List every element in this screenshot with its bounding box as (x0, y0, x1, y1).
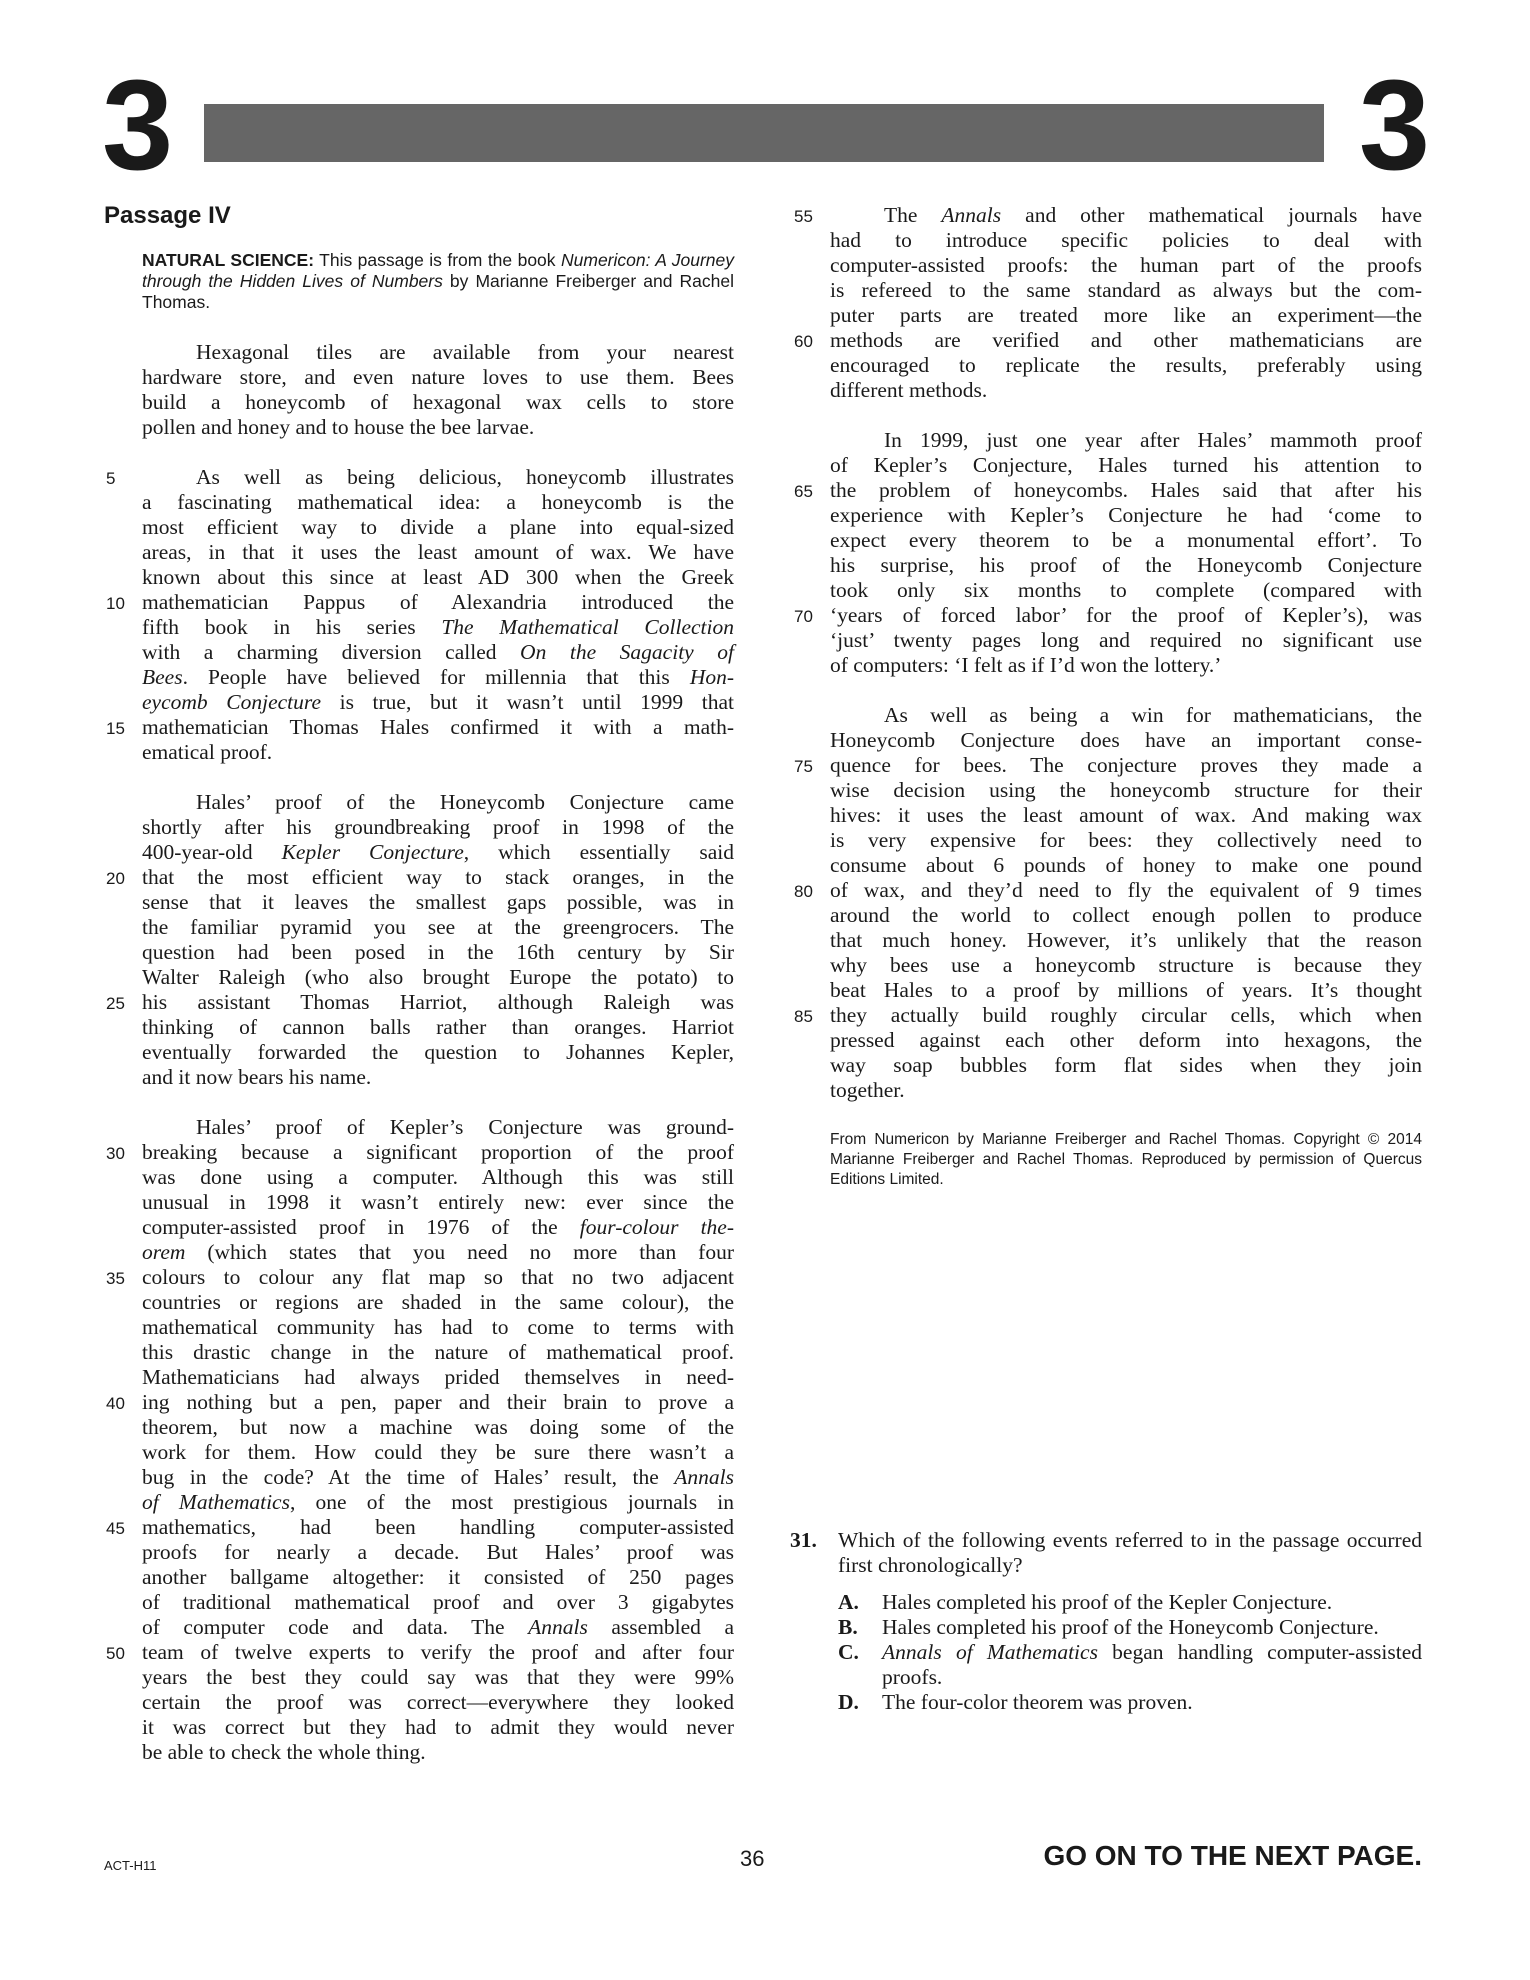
passage-line (142, 815, 734, 840)
passage-line (142, 890, 734, 915)
passage-line (142, 1690, 734, 1715)
passage-line (142, 1215, 734, 1240)
passage-line (794, 878, 1422, 903)
page-number: 36 (740, 1846, 765, 1871)
passage-line (142, 1015, 734, 1040)
line-text: beat Hales to a proof by millions of years. It’s thought (830, 978, 1422, 1002)
line-text: the problem of honeycombs. Hales said that after his (830, 478, 1422, 502)
passage-line (142, 565, 734, 590)
option-letter: B. (838, 1615, 858, 1639)
line-number: 80 (794, 882, 813, 901)
passage-paragraph (142, 340, 734, 440)
line-number: 65 (794, 482, 813, 501)
line-text: pollen and honey and to house the bee larvae. (142, 415, 535, 439)
passage-line (142, 1415, 734, 1440)
line-text: mathematician Thomas Hales confirmed it with a math- (142, 715, 734, 739)
passage-line (794, 1003, 1422, 1028)
passage-right-column (794, 203, 1422, 1128)
passage-line (830, 353, 1422, 378)
passage-line (106, 990, 734, 1015)
line-text: mathematician Pappus of Alexandria introduced the (142, 590, 734, 614)
line-text: Honeycomb Conjecture does have an important conse- (830, 728, 1422, 752)
line-text: pressed against each other deform into hexagons, the (830, 1028, 1422, 1052)
passage-line (794, 328, 1422, 353)
option-text: Annals of Mathematics began handling computer-assisted proofs. (882, 1640, 1422, 1689)
line-text: a fascinating mathematical idea: a honeycomb is the (142, 490, 734, 514)
passage-line (142, 915, 734, 940)
line-text: In 1999, just one year after Hales’ mammoth proof (884, 428, 1422, 452)
passage-line (142, 1240, 734, 1265)
line-text: computer-assisted proof in 1976 of the four-colour the- (142, 1215, 734, 1239)
line-text: experience with Kepler’s Conjecture he had ‘come to (830, 503, 1422, 527)
line-text: bug in the code? At the time of Hales’ result, the Annals (142, 1465, 734, 1489)
intro-text: This passage is from the book Numericon: A Journey through the Hidden Lives of Numbers by Marianne Freiberger and Rachel Thomas. (142, 250, 735, 312)
passage-line (142, 365, 734, 390)
option-letter: C. (838, 1640, 859, 1664)
line-text: this drastic change in the nature of mathematical proof. (142, 1340, 734, 1364)
passage-line (830, 953, 1422, 978)
line-text: that much honey. However, it’s unlikely that the reason (830, 928, 1422, 952)
line-text: hives: it uses the least amount of wax. And making wax (830, 803, 1422, 827)
line-number: 5 (106, 469, 116, 488)
passage-line (830, 1078, 1422, 1103)
passage-line (830, 903, 1422, 928)
line-text: around the world to collect enough pollen to produce (830, 903, 1422, 927)
line-number: 35 (106, 1269, 125, 1288)
line-text: took only six months to complete (compared with (830, 578, 1422, 602)
passage-line (142, 840, 734, 865)
line-number: 40 (106, 1394, 125, 1413)
line-text: way soap bubbles form flat sides when they join (830, 1053, 1422, 1077)
passage-line (794, 753, 1422, 778)
passage-line (142, 1190, 734, 1215)
intro-label: NATURAL SCIENCE: (142, 250, 315, 270)
passage-line (830, 853, 1422, 878)
passage-line (830, 303, 1422, 328)
line-text: theorem, but now a machine was doing some of the (142, 1415, 734, 1439)
line-text: certain the proof was correct—everywhere they looked (142, 1690, 734, 1714)
passage-line (142, 1315, 734, 1340)
passage-line (830, 803, 1422, 828)
passage-line (830, 378, 1422, 403)
line-text: the familiar pyramid you see at the greengrocers. The (142, 915, 734, 939)
form-code: ACT-H11 (104, 1858, 157, 1873)
line-text: of traditional mathematical proof and over 3 gigabytes (142, 1590, 734, 1614)
passage-line (830, 503, 1422, 528)
passage-paragraph (106, 790, 734, 1090)
line-text: Hales’ proof of the Honeycomb Conjecture came (196, 790, 734, 814)
passage-line (142, 1365, 734, 1390)
passage-line (830, 578, 1422, 603)
line-text: had to introduce specific policies to deal with (830, 228, 1422, 252)
passage-line (142, 1165, 734, 1190)
passage-paragraph (794, 203, 1422, 403)
line-text: years the best they could say was that they were 99% (142, 1665, 734, 1689)
line-text: ‘just’ twenty pages long and required no significant use (830, 628, 1422, 652)
line-text: Walter Raleigh (who also brought Europe the potato) to (142, 965, 734, 989)
line-text: consume about 6 pounds of honey to make one pound (830, 853, 1422, 877)
passage-line (106, 465, 734, 490)
passage-line (142, 1715, 734, 1740)
passage-line (142, 1665, 734, 1690)
line-text: team of twelve experts to verify the proof and after four (142, 1640, 734, 1664)
line-text: was done using a computer. Although this was still (142, 1165, 734, 1189)
next-page-notice: GO ON TO THE NEXT PAGE. (1043, 1840, 1422, 1871)
passage-line (830, 1053, 1422, 1078)
option-text: Hales completed his proof of the Honeycomb Conjecture. (882, 1615, 1379, 1639)
option-text: Hales completed his proof of the Kepler Conjecture. (882, 1590, 1333, 1614)
line-text: mathematics, had been handling computer-assisted (142, 1515, 734, 1539)
line-text: his assistant Thomas Harriot, although Raleigh was (142, 990, 734, 1014)
line-text: puter parts are treated more like an experiment—the (830, 303, 1422, 327)
line-text: hardware store, and even nature loves to use them. Bees (142, 365, 734, 389)
passage-line (830, 703, 1422, 728)
passage-line (142, 1440, 734, 1465)
passage-line (106, 1140, 734, 1165)
question-number: 31. (790, 1528, 817, 1552)
section-number-right: 3 (1358, 54, 1430, 197)
passage-line (142, 665, 734, 690)
line-text: sense that it leaves the smallest gaps possible, was in (142, 890, 734, 914)
passage-line (142, 740, 734, 765)
line-text: that the most efficient way to stack oranges, in the (142, 865, 734, 889)
line-text: eycomb Conjecture is true, but it wasn’t until 1999 that (142, 690, 734, 714)
line-text: methods are verified and other mathematicians are (830, 328, 1422, 352)
line-number: 55 (794, 207, 813, 226)
line-text: ‘years of forced labor’ for the proof of Kepler’s), was (830, 603, 1422, 627)
section-header-bar (204, 104, 1324, 162)
passage-line (142, 965, 734, 990)
line-text: is refereed to the same standard as always but the com- (830, 278, 1422, 302)
passage-line (142, 1115, 734, 1140)
line-text: 400-year-old Kepler Conjecture, which essentially said (142, 840, 734, 864)
passage-line (794, 603, 1422, 628)
passage-line (142, 940, 734, 965)
line-text: Hexagonal tiles are available from your nearest (196, 340, 734, 364)
passage-line (830, 428, 1422, 453)
passage-line (830, 528, 1422, 553)
passage-line (142, 1040, 734, 1065)
answer-option[interactable] (838, 1590, 1422, 1615)
passage-line (830, 778, 1422, 803)
passage-line (142, 615, 734, 640)
passage-line (830, 253, 1422, 278)
passage-line (830, 978, 1422, 1003)
line-text: question had been posed in the 16th century by Sir (142, 940, 734, 964)
passage-line (830, 1028, 1422, 1053)
passage-line (830, 928, 1422, 953)
question-text: Which of the following events referred to in the passage occurred first chronologically? (838, 1528, 1422, 1577)
line-text: they actually build roughly circular cells, which when (830, 1003, 1422, 1027)
passage-line (106, 590, 734, 615)
passage-line (142, 1565, 734, 1590)
line-text: of Kepler’s Conjecture, Hales turned his attention to (830, 453, 1422, 477)
line-text: most efficient way to divide a plane into equal-sized (142, 515, 734, 539)
passage-line (142, 1465, 734, 1490)
answer-option[interactable] (838, 1690, 1422, 1715)
line-number: 85 (794, 1007, 813, 1026)
passage-paragraph (106, 1115, 734, 1765)
line-text: Hales’ proof of Kepler’s Conjecture was ground- (196, 1115, 734, 1139)
passage-line (142, 1490, 734, 1515)
passage-paragraph (794, 428, 1422, 678)
answer-options (790, 1590, 1422, 1715)
line-text: ematical proof. (142, 740, 273, 764)
line-text: As well as being a win for mathematicians, the (884, 703, 1422, 727)
line-text: fifth book in his series The Mathematical Collection (142, 615, 734, 639)
passage-line (142, 490, 734, 515)
line-text: build a honeycomb of hexagonal wax cells to store (142, 390, 734, 414)
line-text: quence for bees. The conjecture proves they made a (830, 753, 1422, 777)
line-number: 25 (106, 994, 125, 1013)
passage-line (830, 453, 1422, 478)
passage-line (142, 1590, 734, 1615)
line-text: why bees use a honeycomb structure is because they (830, 953, 1422, 977)
line-text: wise decision using the honeycomb structure for their (830, 778, 1422, 802)
line-number: 50 (106, 1644, 125, 1663)
passage-line (142, 515, 734, 540)
passage-paragraph (794, 703, 1422, 1103)
passage-line (106, 1390, 734, 1415)
passage-line (142, 790, 734, 815)
line-text: different methods. (830, 378, 988, 402)
passage-line (794, 478, 1422, 503)
line-text: be able to check the whole thing. (142, 1740, 426, 1764)
option-text: The four-color theorem was proven. (882, 1690, 1193, 1714)
line-number: 15 (106, 719, 125, 738)
line-text: eventually forwarded the question to Johannes Kepler, (142, 1040, 734, 1064)
line-text: ing nothing but a pen, paper and their brain to prove a (142, 1390, 734, 1414)
answer-option[interactable] (838, 1640, 1422, 1690)
passage-line (830, 278, 1422, 303)
answer-option[interactable] (838, 1615, 1422, 1640)
line-text: Bees. People have believed for millennia that this Hon- (142, 665, 734, 689)
passage-line (142, 415, 734, 440)
section-number-left: 3 (102, 54, 174, 197)
line-number: 70 (794, 607, 813, 626)
passage-line (106, 1265, 734, 1290)
passage-line (106, 865, 734, 890)
line-number: 30 (106, 1144, 125, 1163)
passage-line (142, 690, 734, 715)
question-stem (790, 1528, 1422, 1578)
option-letter: D. (838, 1690, 859, 1714)
line-text: and it now bears his name. (142, 1065, 372, 1089)
passage-line (142, 640, 734, 665)
passage-line (830, 828, 1422, 853)
line-text: countries or regions are shaded in the same colour), the (142, 1290, 734, 1314)
passage-line (142, 1065, 734, 1090)
line-text: shortly after his groundbreaking proof in 1998 of the (142, 815, 734, 839)
line-text: is very expensive for bees: they collectively need to (830, 828, 1422, 852)
passage-heading: Passage IV (104, 202, 231, 229)
intro-book-title: Numericon: A Journey through the Hidden Lives of Numbers (142, 250, 735, 291)
source-citation: From Numericon by Marianne Freiberger and Rachel Thomas. Copyright © 2014 Marianne Freiberger and Rachel Thomas. Reproduced by permission of Quercus Editions Limited. (830, 1131, 1422, 1188)
line-text: The Annals and other mathematical journals have (884, 203, 1422, 227)
passage-line (830, 653, 1422, 678)
line-text: thinking of cannon balls rather than oranges. Harriot (142, 1015, 734, 1039)
line-number: 60 (794, 332, 813, 351)
passage-paragraph (106, 465, 734, 765)
passage-line (142, 390, 734, 415)
passage-line (142, 540, 734, 565)
line-text: another ballgame altogether: it consisted of 250 pages (142, 1565, 734, 1589)
line-text: of wax, and they’d need to fly the equivalent of 9 times (830, 878, 1422, 902)
line-number: 45 (106, 1519, 125, 1538)
line-text: breaking because a significant proportion of the proof (142, 1140, 734, 1164)
line-text: mathematical community has had to come to terms with (142, 1315, 734, 1339)
line-text: encouraged to replicate the results, preferably using (830, 353, 1422, 377)
line-text: proofs for nearly a decade. But Hales’ proof was (142, 1540, 734, 1564)
passage-line (142, 1540, 734, 1565)
passage-line (830, 728, 1422, 753)
line-number: 20 (106, 869, 125, 888)
line-text: As well as being delicious, honeycomb illustrates (196, 465, 734, 489)
line-text: of computer code and data. The Annals assembled a (142, 1615, 734, 1639)
line-text: known about this since at least AD 300 when the Greek (142, 565, 734, 589)
line-number: 10 (106, 594, 125, 613)
passage-line (142, 1615, 734, 1640)
line-text: it was correct but they had to admit they would never (142, 1715, 734, 1739)
passage-intro (142, 250, 734, 313)
line-number: 75 (794, 757, 813, 776)
passage-line (142, 1740, 734, 1765)
line-text: orem (which states that you need no more than four (142, 1240, 734, 1264)
passage-line (106, 715, 734, 740)
line-text: colours to colour any flat map so that no two adjacent (142, 1265, 734, 1289)
line-text: of Mathematics, one of the most prestigious journals in (142, 1490, 734, 1514)
passage-line (106, 1640, 734, 1665)
line-text: of computers: ‘I felt as if I’d won the lottery.’ (830, 653, 1222, 677)
line-text: computer-assisted proofs: the human part of the proofs (830, 253, 1422, 277)
passage-line (142, 1340, 734, 1365)
passage-line (142, 1290, 734, 1315)
passage-line (830, 228, 1422, 253)
passage-line (830, 553, 1422, 578)
passage-left-column (106, 340, 734, 1790)
question-31 (790, 1528, 1422, 1715)
passage-line (106, 1515, 734, 1540)
passage-line (142, 340, 734, 365)
passage-line (830, 628, 1422, 653)
passage-line (794, 203, 1422, 228)
line-text: Mathematicians had always prided themselves in need- (142, 1365, 734, 1389)
line-text: expect every theorem to be a monumental effort’. To (830, 528, 1422, 552)
line-text: unusual in 1998 it wasn’t entirely new: ever since the (142, 1190, 734, 1214)
line-text: areas, in that it uses the least amount of wax. We have (142, 540, 734, 564)
line-text: work for them. How could they be sure there wasn’t a (142, 1440, 734, 1464)
line-text: together. (830, 1078, 905, 1102)
option-letter: A. (838, 1590, 859, 1614)
line-text: his surprise, his proof of the Honeycomb Conjecture (830, 553, 1422, 577)
line-text: with a charming diversion called On the Sagacity of (142, 640, 734, 664)
